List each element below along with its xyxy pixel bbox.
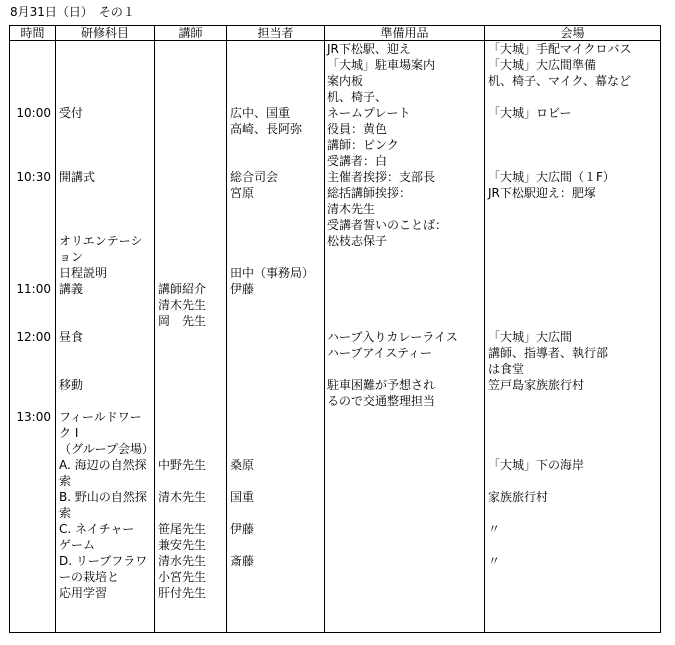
time-cell-text: 11:00 — [16, 282, 51, 296]
venue-cell-text: 「大城」下の海岸 — [488, 458, 585, 472]
staff-column — [227, 41, 325, 633]
staff-cell-text: 総合司会 — [230, 170, 279, 184]
supplies-cell-text: 講師：ピンク — [327, 138, 399, 152]
supplies-cell-text: 「大城」駐車場案内 — [327, 58, 436, 72]
venue-cell-text: 「大城」大広間準備 — [488, 58, 597, 72]
supplies-cell-text: 主催者挨拶：支部長 — [327, 170, 436, 184]
subject-cell-text: 移動 — [59, 378, 84, 392]
time-cell-text: 12:00 — [16, 330, 51, 344]
supplies-cell-text: 役員：黄色 — [327, 122, 388, 136]
subject-column — [56, 41, 155, 633]
page-title: 8月31日（日） その１ — [10, 5, 135, 19]
supplies-cell-text: 総括講師挨拶： — [327, 186, 412, 200]
staff-cell-text: 宮原 — [230, 186, 255, 200]
venue-cell-text: は食堂 — [488, 362, 525, 376]
lecturer-cell-text: 清木先生 — [158, 490, 207, 504]
venue-cell-text: 〃 — [488, 522, 501, 536]
subject-cell-text: 索 — [59, 474, 72, 488]
lecturer-cell-text: 小宮先生 — [158, 570, 207, 584]
supplies-cell-text: 机、椅子、 — [327, 90, 388, 104]
supplies-cell-text: ネームプレート — [327, 106, 411, 120]
header-row — [10, 26, 661, 41]
column-header-supplies: 準備用品 — [325, 26, 485, 41]
subject-cell-text: ク I — [59, 426, 79, 440]
time-column — [10, 41, 56, 633]
schedule-table — [9, 25, 661, 633]
supplies-cell-text: るので交通整理担当 — [327, 394, 436, 408]
venue-cell-text: 家族旅行村 — [488, 490, 549, 504]
staff-cell-text: 国重 — [230, 490, 255, 504]
lecturer-cell-text: 中野先生 — [158, 458, 207, 472]
supplies-cell-text: 松枝志保子 — [327, 234, 388, 248]
subject-cell-text: C. ネイチャー — [59, 522, 135, 536]
subject-cell-text: 応用学習 — [59, 586, 108, 600]
venue-cell-text: 「大城」手配マイクロバス — [488, 42, 632, 56]
subject-cell-text: 講義 — [59, 282, 84, 296]
column-header-subject: 研修科目 — [56, 26, 155, 41]
venue-cell-text: 机、椅子、マイク、幕など — [488, 74, 632, 88]
supplies-cell-text: ハーブ入りカレーライス — [327, 330, 458, 344]
venue-cell-text: 「大城」大広間 — [488, 330, 573, 344]
venue-cell-text: 「大城」ロビー — [488, 106, 572, 120]
time-cell-text: 10:30 — [16, 170, 51, 184]
subject-cell-text: D. リーブフラワ — [59, 554, 148, 568]
venue-column — [485, 41, 661, 633]
supplies-cell-text: JR下松駅、迎え — [327, 42, 411, 56]
column-header-time: 時間 — [10, 26, 56, 41]
supplies-column — [325, 41, 485, 633]
subject-cell-text: B. 野山の自然探 — [59, 490, 147, 504]
staff-cell-text: 伊藤 — [230, 282, 255, 296]
staff-cell-text: 伊藤 — [230, 522, 255, 536]
supplies-cell-text: ハーブアイスティー — [327, 346, 433, 360]
lecturer-cell-text: 笹尾先生 — [158, 522, 207, 536]
staff-cell-text: 斎藤 — [230, 554, 255, 568]
supplies-cell-text: 受講者誓いのことば： — [327, 218, 448, 232]
venue-cell-text: 「大城」大広間（１F） — [488, 170, 615, 184]
time-cell-text: 13:00 — [16, 410, 51, 424]
venue-cell-text: JR下松駅迎え：肥塚 — [488, 186, 596, 200]
supplies-cell-text: 駐車困難が予想され — [327, 378, 436, 392]
subject-cell-text: ーの栽培と — [59, 570, 120, 584]
supplies-cell-text: 清木先生 — [327, 202, 376, 216]
lecturer-cell-text: 岡 先生 — [158, 314, 207, 328]
lecturer-cell-text: 清水先生 — [158, 554, 207, 568]
venue-cell-text: 講師、指導者、執行部 — [488, 346, 609, 360]
supplies-cell-text: 案内板 — [327, 74, 364, 88]
supplies-cell-text: 受講者：白 — [327, 154, 388, 168]
staff-cell-text: 高崎、長阿弥 — [230, 122, 303, 136]
subject-cell-text: ョン — [59, 250, 84, 264]
lecturer-cell-text: 講師紹介 — [158, 282, 207, 296]
lecturer-cell-text: 肝付先生 — [158, 586, 207, 600]
subject-cell-text: 受付 — [59, 106, 84, 120]
venue-cell-text: 笠戸島家族旅行村 — [488, 378, 585, 392]
time-cell-text: 10:00 — [16, 106, 51, 120]
schedule-body-row — [10, 41, 661, 633]
column-header-lecturer: 講師 — [155, 26, 227, 41]
column-header-venue: 会場 — [485, 26, 661, 41]
subject-cell-text: 開講式 — [59, 170, 96, 184]
column-header-staff: 担当者 — [227, 26, 325, 41]
subject-cell-text: 日程説明 — [59, 266, 108, 280]
lecturer-column — [155, 41, 227, 633]
subject-cell-text: 昼食 — [59, 330, 84, 344]
subject-cell-text: フィールドワー — [59, 410, 142, 424]
staff-cell-text: 田中（事務局） — [230, 266, 315, 280]
staff-cell-text: 桑原 — [230, 458, 255, 472]
subject-cell-text: （グループ会場） — [59, 442, 155, 456]
staff-cell-text: 広中、国重 — [230, 106, 291, 120]
venue-cell-text: 〃 — [488, 554, 501, 568]
lecturer-cell-text: 清木先生 — [158, 298, 207, 312]
lecturer-cell-text: 兼安先生 — [158, 538, 207, 552]
subject-cell-text: A. 海辺の自然探 — [59, 458, 147, 472]
subject-cell-text: ゲーム — [59, 538, 96, 552]
subject-cell-text: 索 — [59, 506, 72, 520]
subject-cell-text: オリエンテーシ — [59, 234, 143, 248]
